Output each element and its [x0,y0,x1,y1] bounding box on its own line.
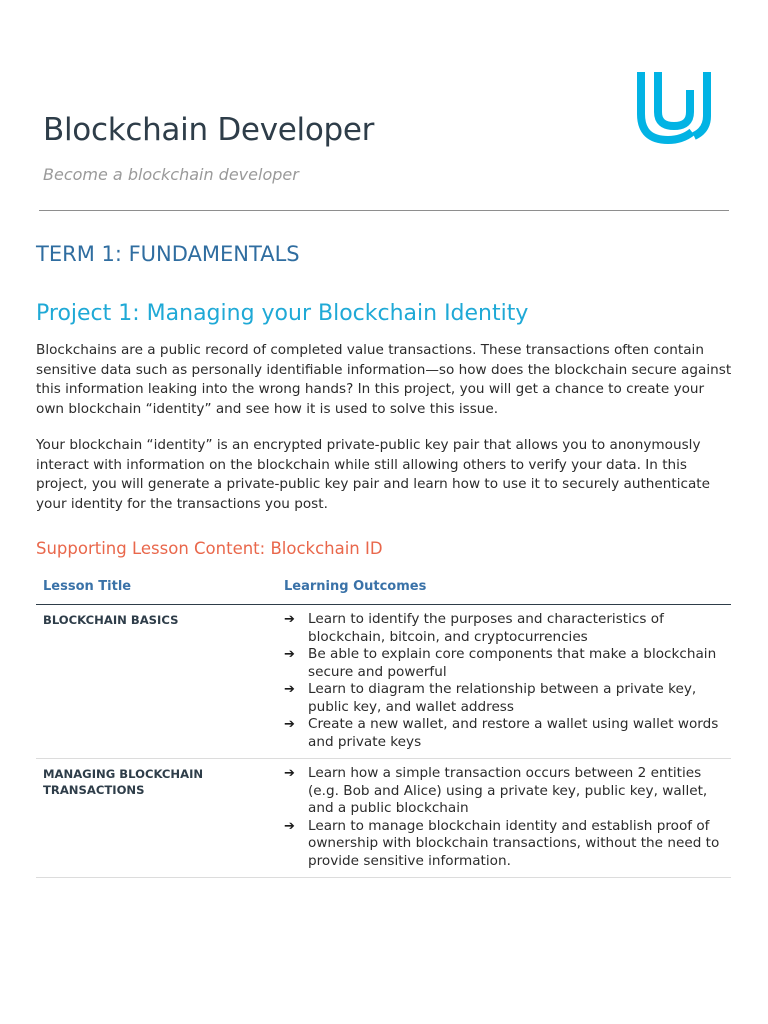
list-item [284,716,729,751]
arrow-right-icon: ➔ [284,612,295,627]
lesson-title-cell: BLOCKCHAIN BASICS [43,613,179,627]
lesson-title-cell: MANAGING BLOCKCHAIN TRANSACTIONS [43,767,204,797]
table-row [36,759,731,878]
outcome-text: Learn to diagram the relationship between a private key, public key, and wallet address [308,681,697,715]
list-item [284,765,729,818]
arrow-right-icon: ➔ [284,647,295,662]
page-subtitle: Become a blockchain developer [43,165,299,184]
term-heading: TERM 1: FUNDAMENTALS [36,242,300,266]
outcome-text: Learn to manage blockchain identity and establish proof of ownership with blockchain transactions, without the need to provide sensitive information. [308,817,720,869]
lesson-table [36,572,731,878]
list-item [284,818,729,871]
learning-outcomes-list [284,765,729,870]
column-header-learning-outcomes: Learning Outcomes [284,579,427,594]
outcome-text: Be able to explain core components that make a blockchain secure and powerful [308,646,717,680]
project-description-paragraph: Blockchains are a public record of completed value transactions. These transactions often contain sensitive data such as personally identifiable information—so how does the blockchain secure against this information leaking into the wrong hands? In this project, you will get a chance to create your own blockchain “identity” and see how it is used to solve this issue. [36,342,732,417]
list-item [284,681,729,716]
project-heading: Project 1: Managing your Blockchain Identity [36,301,529,326]
arrow-right-icon: ➔ [284,818,295,834]
arrow-right-icon: ➔ [284,682,295,697]
title-divider [39,210,729,211]
lesson-content-heading: Supporting Lesson Content: Blockchain ID [36,539,383,558]
arrow-right-icon: ➔ [284,766,295,781]
table-row [36,605,731,759]
outcome-text: Create a new wallet, and restore a wallet using wallet words and private keys [308,716,719,750]
page-title: Blockchain Developer [43,112,375,148]
list-item [284,611,729,646]
lesson-table-header [36,572,731,605]
outcome-text: Learn to identify the purposes and characteristics of blockchain, bitcoin, and cryptocurrencies [308,611,664,645]
column-header-lesson-title: Lesson Title [43,579,132,594]
arrow-right-icon: ➔ [284,717,295,732]
outcome-text: Learn how a simple transaction occurs between 2 entities (e.g. Bob and Alice) using a private key, public key, wallet, and a public blockchain [308,765,708,816]
udacity-logo-icon [636,68,712,146]
list-item [284,646,729,681]
learning-outcomes-list [284,611,729,751]
project-identity-paragraph: Your blockchain “identity” is an encrypted private-public key pair that allows you to anonymously interact with information on the blockchain while still allowing others to verify your data. In this project, you will generate a private-public key pair and learn how to use it to securely authenticate your identity for the transactions you post. [36,437,710,512]
